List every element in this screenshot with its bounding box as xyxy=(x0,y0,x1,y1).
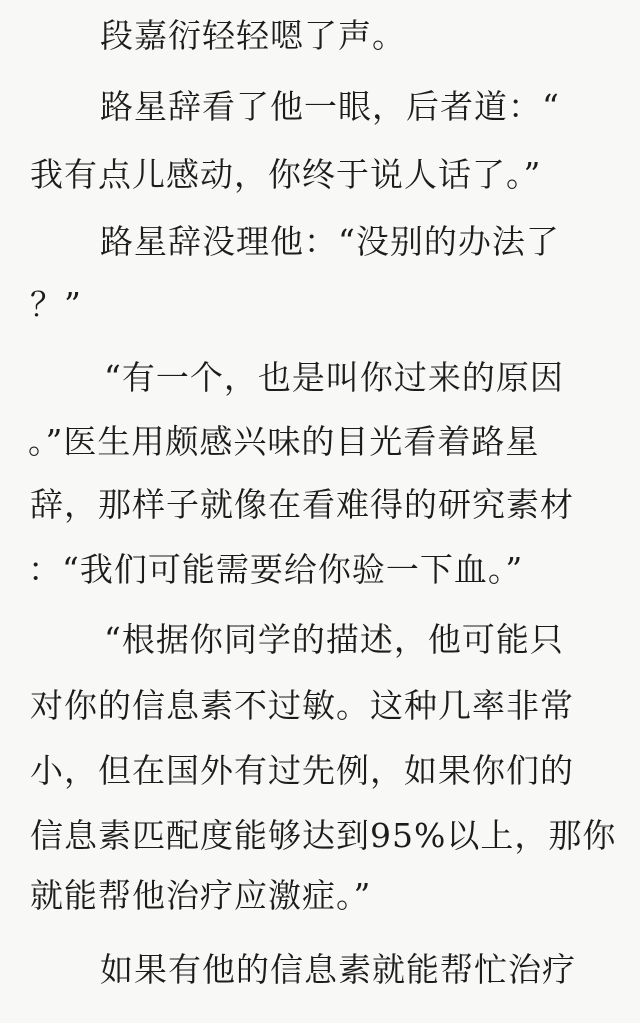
text-line: 如果有他的信息素就能帮忙治疗 xyxy=(100,950,576,989)
text-line: ？” xyxy=(30,285,82,324)
text-line: 小，但在国外有过先例，如果你们的 xyxy=(30,751,574,790)
text-line: “根据你同学的描述，他可能只 xyxy=(104,620,564,659)
text-line: 信息素匹配度能够达到95%以上，那你 xyxy=(30,816,617,855)
text-line: ：“我们可能需要给你验一下血。” xyxy=(28,550,524,589)
text-line: “有一个，也是叫你过来的原因 xyxy=(104,358,564,397)
text-line: 辞，那样子就像在看难得的研究素材 xyxy=(30,485,574,524)
text-line: 我有点儿感动，你终于说人话了。” xyxy=(30,155,542,194)
text-line: 。”医生用颇感兴味的目光看着路星 xyxy=(28,422,540,461)
text-line: 段嘉衍轻轻嗯了声。 xyxy=(100,16,406,55)
text-line: 对你的信息素不过敏。这种几率非常 xyxy=(30,686,574,725)
text-line: 就能帮他治疗应激症。” xyxy=(30,876,372,915)
text-line: 路星辞没理他：“没别的办法了 xyxy=(100,222,560,261)
text-line: 路星辞看了他一眼，后者道：“ xyxy=(100,87,560,126)
